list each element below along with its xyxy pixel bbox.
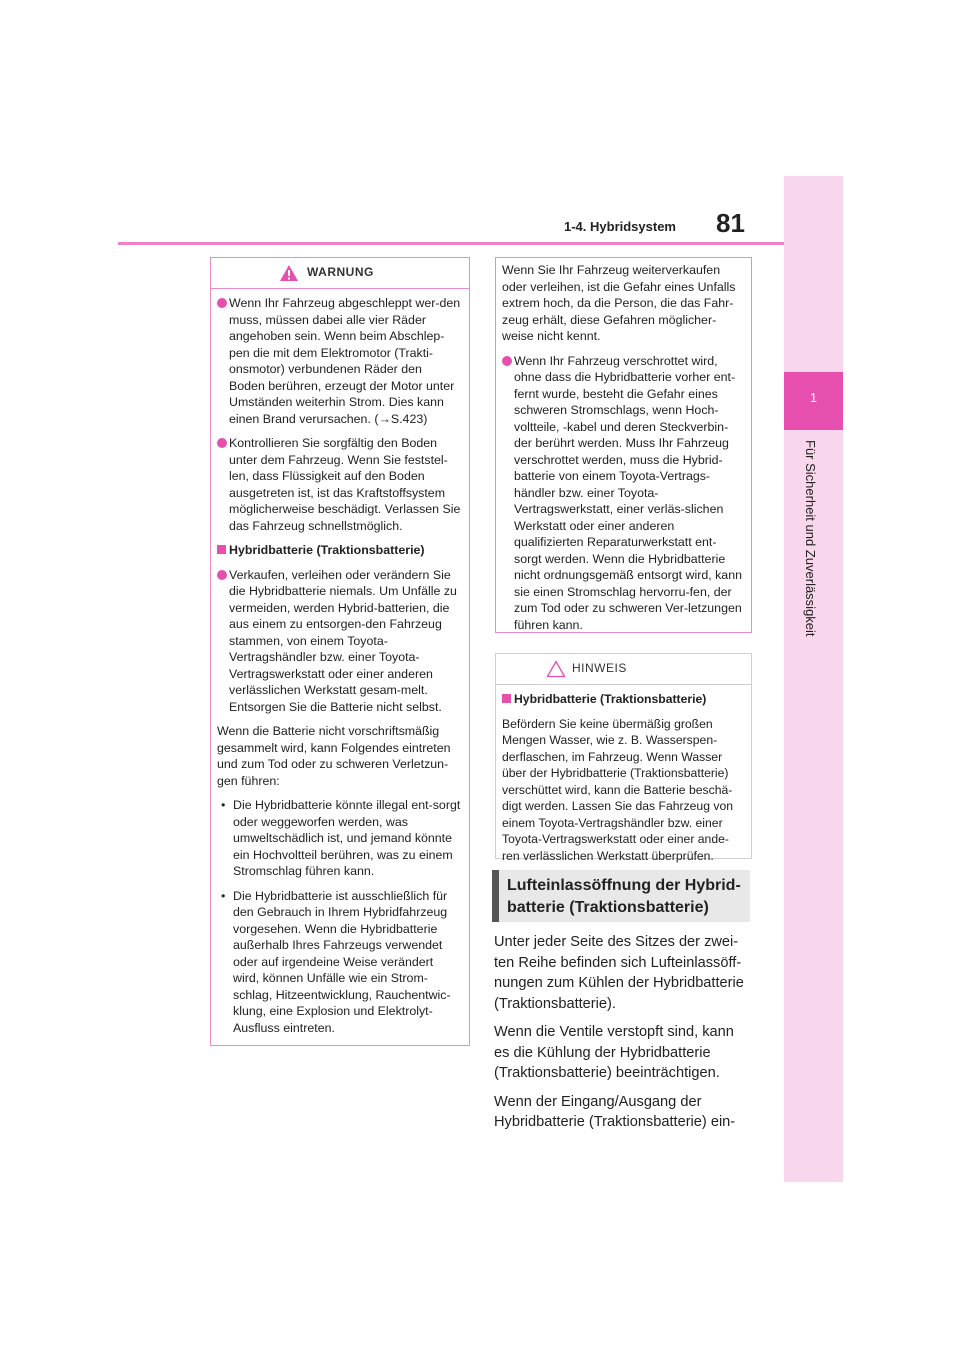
bullet-dot-icon xyxy=(217,570,227,580)
warning-paragraph: Wenn die Batterie nicht vorschriftsmäßig gesammelt wird, kann Folgendes eintreten und zum Tod oder zu schweren Verletzun-gen führen: xyxy=(217,724,451,788)
warning-bullet: • Die Hybridbatterie ist ausschließlich für den Gebrauch in Ihrem Hybridfahrzeug vorgesehen. Wenn die Hybridbatterie außerhalb Ihres Fahrzeugs verwendet oder auf irgendeine Weise verändert wird, können Unfälle wie ein Strom-schlag, Hitzeentwicklung, Rauchentwic-klung, eine Explosion und Elektrolyt-Ausfluss eintreten. xyxy=(221,888,451,1035)
body-text xyxy=(494,932,750,1141)
warning-item: Kontrollieren Sie sorgfältig den Boden unter dem Fahrzeug. Wenn Sie feststel-len, dass Flüssigkeit auf den Boden ausgetreten ist, ist das Kraftstoffsystem möglicherweise beschädigt. Verlassen Sie das Fahrzeug schnellstmöglich. xyxy=(217,435,461,534)
bullet-point-icon: • xyxy=(221,798,226,812)
section-title: 1-4. Hybridsystem xyxy=(564,219,676,234)
body-paragraph: Wenn die Ventile verstopft sind, kann es die Kühlung der Hybridbatterie (Traktionsbatterie) beeinträchtigen. xyxy=(494,1024,734,1081)
header-rule xyxy=(118,242,784,245)
note-subheading: Hybridbatterie (Traktionsbatterie) xyxy=(502,691,743,708)
bullet-dot-icon xyxy=(502,356,512,366)
note-text: Befördern Sie keine übermäßig großen Mengen Wasser, wie z. B. Wasserspen-derflaschen, im Fahrzeug. Wenn Wasser über der Hybridbatterie (Traktionsbatterie) verschüttet wird, kann die Batterie beschä-digt werden. Lassen Sie das Fahrzeug von einem Toyota-Vertragshändler bzw. einer Toyota-Vertragswerkstatt oder einer ande-ren verlässlichen Werkstatt überprüfen. xyxy=(502,716,734,863)
warning-box xyxy=(210,257,470,1046)
section-heading-text: Lufteinlassöffnung der Hybrid-batterie (Traktionsbatterie) xyxy=(507,877,741,916)
warning-item: Wenn Ihr Fahrzeug abgeschleppt wer-den muss, müssen dabei alle vier Räder angehoben sein. Wenn beim Abschlep-pen die mit dem Elektromotor (Trakti-onsmotor) verbundenen Räder den Boden berühren, erzeugt der Motor unter Umständen weiterhin Strom. Dies kann einen Brand verursachen. (→S.423) xyxy=(217,295,461,427)
square-bullet-icon xyxy=(217,545,226,554)
chapter-label: Für Sicherheit und Zuverlässigkeit xyxy=(803,440,818,637)
bullet-dot-icon xyxy=(217,438,227,448)
caution-icon xyxy=(546,660,566,678)
warning-icon xyxy=(279,264,299,282)
note-box xyxy=(495,653,752,863)
warning-subheading: Hybridbatterie (Traktionsbatterie) xyxy=(217,542,461,559)
warning-continuation-box xyxy=(495,257,752,633)
warning-item: Wenn Ihr Fahrzeug verschrottet wird, ohne dass die Hybridbatterie vorher ent-fernt wurde, besteht die Gefahr eines schweren Stromschlags, wenn Hoch-voltteile, -kabel und deren Steckverbin-der berührt werden. Muss Ihr Fahrzeug verschrottet werden, muss die Hybrid-batterie von einem Toyota-Vertrags-händler bzw. einer Toyota-Vertragswerkstatt, einer verläs-slichen Werkstatt oder einer anderen qualifizierten Reparaturwerkstatt ent-sorgt werden. Wenn die Hybridbatterie nicht ordnungsgemäß entsorgt wird, kann sie einen Stromschlag hervorru-fen, der zum Tod oder zu schweren Ver-letzungen führen kann. xyxy=(502,353,743,634)
warning-item: Verkaufen, verleihen oder verändern Sie die Hybridbatterie niemals. Um Unfälle zu vermeiden, werden Hybrid-batterien, die aus einem zu entsorgen-den Fahrzeug stammen, von einem Toyota-Vertragshändler bzw. einer Toyota-Vertragswerkstatt oder einer anderen verlässlichen Werkstatt gesam-melt. Entsorgen Sie die Batterie nicht selbst. xyxy=(217,567,461,716)
body-paragraph: Wenn der Eingang/Ausgang der Hybridbatterie (Traktionsbatterie) ein- xyxy=(494,1093,736,1130)
bullet-point-icon: • xyxy=(221,888,226,903)
square-bullet-icon xyxy=(502,694,511,703)
warning-header xyxy=(211,258,469,289)
chapter-number: 1 xyxy=(809,390,818,405)
note-title: HINWEIS xyxy=(572,661,627,675)
warning-bullet: • Die Hybridbatterie könnte illegal ent-sorgt oder weggeworfen werden, was umweltschädlich ist, und jemand könnte ein Hochvoltteil berühren, was zu einem Stromschlag führen kann. xyxy=(221,798,461,878)
bullet-dot-icon xyxy=(217,298,227,308)
warning-cont-paragraph: Wenn Sie Ihr Fahrzeug weiterverkaufen oder verleihen, ist die Gefahr eines Unfalls extrem hoch, da die Person, die das Fahr-zeug erhält, diese Gefahren möglicher-weise nicht kennt. xyxy=(502,263,736,343)
page-number: 81 xyxy=(716,208,745,238)
warning-title: WARNUNG xyxy=(307,265,374,279)
note-header xyxy=(496,654,751,685)
body-paragraph: Unter jeder Seite des Sitzes der zwei-ten Reihe befinden sich Lufteinlassöff-nungen zum Kühlen der Hybridbatterie (Traktionsbatterie). xyxy=(494,934,744,1012)
section-heading xyxy=(492,870,750,922)
